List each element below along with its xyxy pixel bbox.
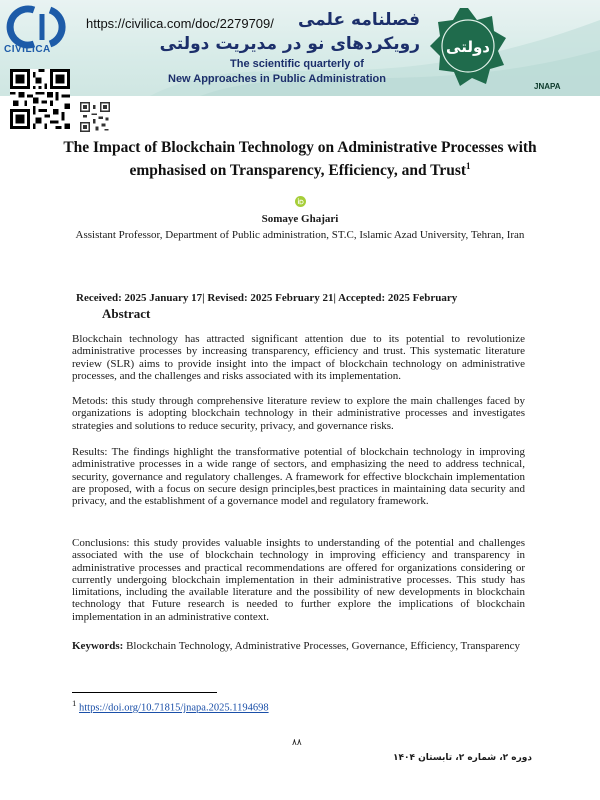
footnote bbox=[72, 698, 269, 714]
keywords-list: Blockchain Technology, Administrative Processes, Governance, Efficiency, Transparency bbox=[123, 640, 520, 652]
civilica-logo-text: CIVILICA bbox=[4, 44, 51, 55]
journal-title-en-line1: The scientific quarterly of bbox=[230, 58, 364, 70]
article-title bbox=[60, 138, 540, 180]
journal-header-banner bbox=[0, 0, 600, 96]
abstract-paragraph-results: Results: The findings highlight the transformative potential of blockchain technology in improving administrative processes in a wide range of sectors, and emphasizing the need to address technical, security, governance and regulatory challenges. A framework for effective blockchain implementation are proposed, with a focus on secure design principles,best practices in maintaining data security and privacy, and the establishment of a governance model and regulatory framework. bbox=[72, 446, 525, 508]
abstract-paragraph-intro: Blockchain technology has attracted significant attention due to its potential to revolutionize administrative processes by increasing transparency, efficiency and trust. This systematic literature review (SLR) aims to provide insight into the impact of blockchain technology on administrative processes, and the challenges and risks associated with its implementation. bbox=[72, 333, 525, 382]
footnote-mark: 1 bbox=[72, 698, 77, 708]
orcid-icon[interactable] bbox=[295, 196, 306, 207]
title-footnote-mark: 1 bbox=[466, 161, 471, 171]
abstract-paragraph-conclusions: Conclusions: this study provides valuable insights to understanding of the potential and challenges associated with the use of blockchain technology in improving efficiency and transparency in administrative processes and practical recommendations are offered for organizations considering or currently undergoing blockchain implementation in their administrative processes. This study has limitations, including the available literature and the possibility of new developments in blockchain technology that Future research is needed to further explore the implications of blockchain implementation in an administrative context. bbox=[72, 537, 525, 623]
page-number: ۸۸ bbox=[292, 738, 302, 748]
journal-abbrev: JNAPA bbox=[534, 82, 561, 91]
doi-link[interactable]: https://doi.org/10.71815/jnapa.2025.1194698 bbox=[79, 702, 269, 714]
issue-info: دوره ۲، شماره ۲، تابستان ۱۴۰۴ bbox=[393, 753, 532, 763]
journal-seal-icon bbox=[428, 6, 508, 86]
abstract-paragraph-methods: Metods: this study through comprehensive literature review to explore the main challenges faced by organizations is adopting blockchain technology in their administrative processes and investigates strategies and solutions to reduce security, privacy, and governance risks. bbox=[72, 395, 525, 432]
author-name: Somaye Ghajari bbox=[261, 213, 339, 225]
civilica-logo-icon bbox=[4, 4, 76, 64]
article-dates: Received: 2025 January 17| Revised: 2025 February 21| Accepted: 2025 February bbox=[76, 292, 458, 304]
article-title-text: The Impact of Blockchain Technology on Administrative Processes with emphasised on Transparency, Efficiency, and Trust bbox=[63, 139, 537, 180]
keywords-label: Keywords: bbox=[72, 640, 124, 652]
small-qr-code-icon bbox=[80, 102, 110, 132]
journal-title-fa-line1: فصلنامه علمی bbox=[297, 10, 420, 30]
seal-text: دولتی bbox=[446, 38, 490, 56]
keywords bbox=[72, 640, 525, 652]
qr-code-icon bbox=[10, 68, 70, 130]
journal-title-fa-line2: رویکردهای نو در مدیریت دولتی bbox=[159, 34, 420, 54]
source-url[interactable]: https://civilica.com/doc/2279709/ bbox=[86, 16, 274, 31]
author-affiliation: Assistant Professor, Department of Public administration, ST.C, Islamic Azad University, Tehran, Iran bbox=[75, 229, 525, 241]
abstract-heading: Abstract bbox=[102, 306, 151, 321]
journal-title-en-line2: New Approaches in Public Administration bbox=[168, 73, 386, 85]
footnote-divider bbox=[72, 692, 217, 693]
